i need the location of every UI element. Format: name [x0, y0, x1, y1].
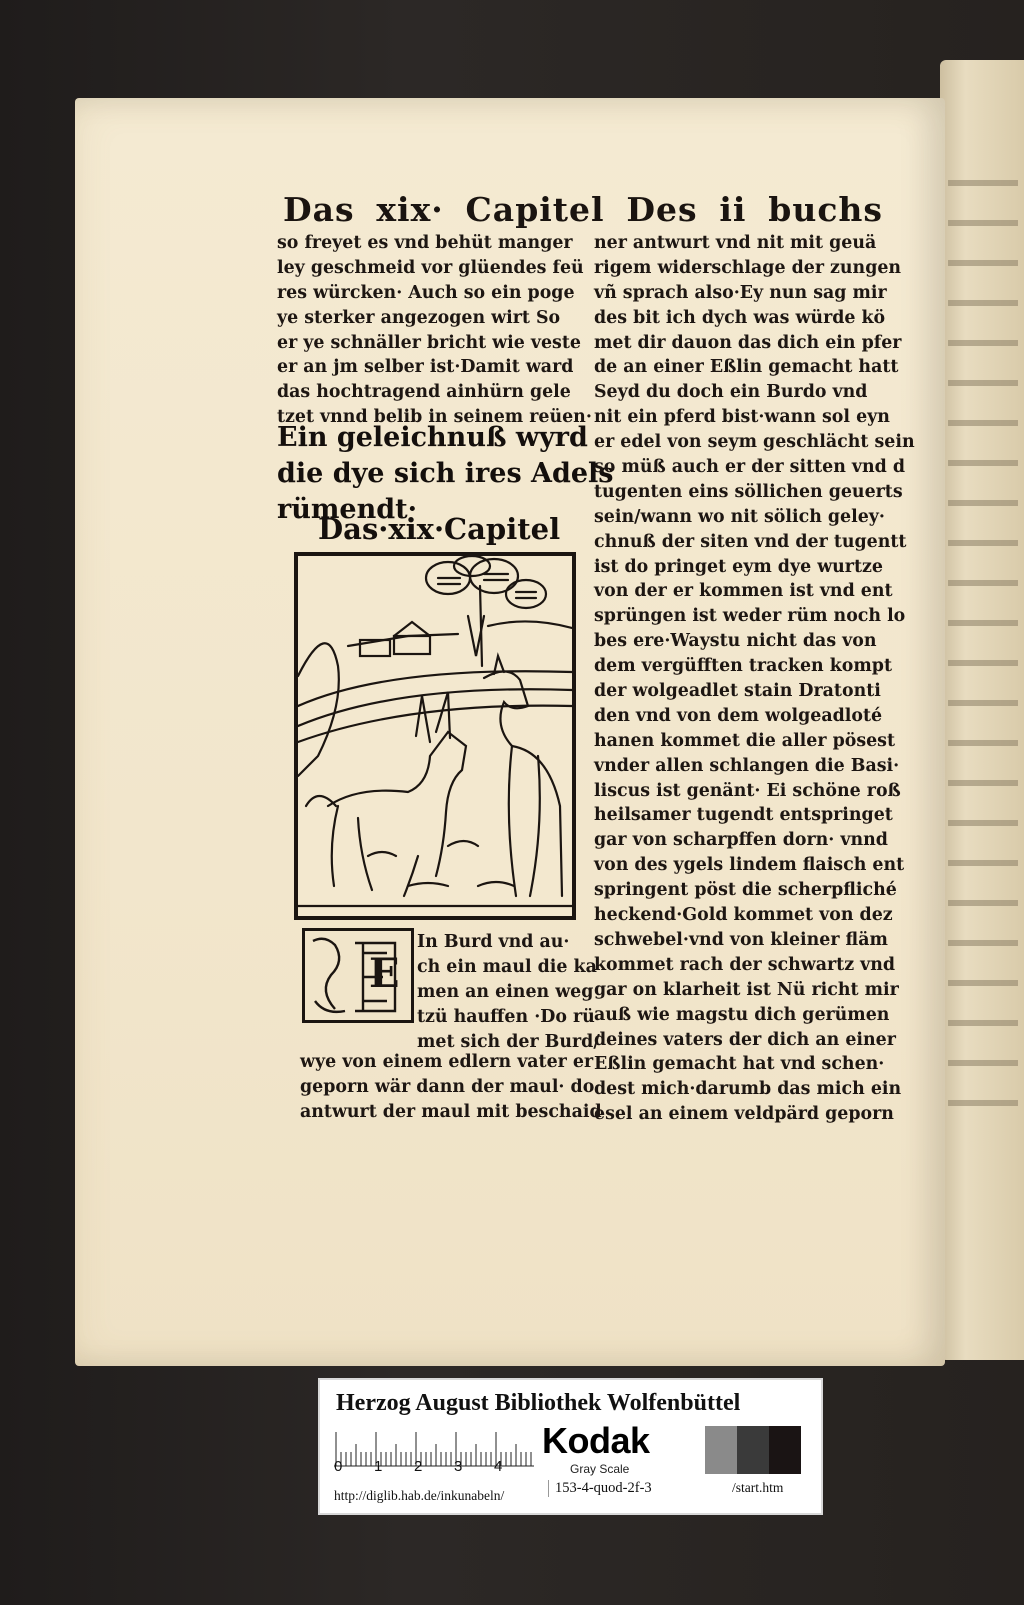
gray-swatch-dark: [737, 1426, 769, 1474]
woodcut-mule-and-horse-image: [298, 556, 572, 916]
gray-scale-label: Gray Scale: [570, 1462, 630, 1476]
text-line: tzet vnnd belib in seinem reüen·: [277, 407, 592, 428]
text-line: geporn wär dann der maul· do: [300, 1076, 595, 1097]
heading-line: rümendt·: [277, 494, 417, 525]
text-line: so müß auch er der sitten vnd d: [594, 457, 906, 478]
heading-line: die dye sich ires Adels: [277, 458, 614, 489]
woodcut-illustration: [294, 552, 576, 920]
ruler-label: 3: [454, 1458, 463, 1475]
text-line: dem vergüfften tracken kompt: [594, 656, 892, 677]
text-line: met dir dauon das dich ein pfer: [594, 332, 902, 353]
ruler-label: 4: [494, 1458, 503, 1475]
text-line: vñ sprach also·Ey nun sag mir: [594, 282, 887, 303]
decorated-initial: [302, 928, 414, 1023]
start-path: /start.htm: [732, 1480, 784, 1495]
text-line: von der er kommen ist vnd ent: [594, 581, 893, 602]
text-line: nit ein pferd bist·wann sol eyn: [594, 407, 890, 428]
text-line: met sich der Burd/: [417, 1031, 600, 1052]
text-line: hanen kommet die aller pösest: [594, 730, 896, 751]
shelfmark: 153-4-quod-2f-3: [548, 1480, 652, 1497]
text-line: deines vaters der dich an einer: [594, 1029, 896, 1050]
running-header: [283, 183, 883, 229]
text-line: heilsamer tugendt entspringet: [594, 805, 893, 826]
text-line: sein/wann wo nit sölich geley·: [594, 506, 885, 527]
text-line: er an jm selber ist·Damit ward: [277, 357, 574, 378]
text-line: gar on klarheit ist Nü richt mir: [594, 979, 899, 1000]
text-line: men an einen weg: [417, 981, 594, 1002]
ruler-label: 2: [414, 1458, 423, 1475]
ruler-label: 1: [374, 1458, 383, 1475]
right-column-text: [594, 231, 915, 1127]
gray-swatch-light: [705, 1426, 737, 1474]
heading-line: Ein geleichnuß wyrd: [277, 422, 588, 453]
text-line: tugenten eins söllichen geuerts: [594, 481, 903, 502]
collection-url: http://diglib.hab.de/inkunabeln/: [334, 1488, 505, 1503]
text-line: auß wie magstu dich gerümen: [594, 1004, 890, 1025]
text-line: de an einer Eßlin gemacht hatt: [594, 357, 899, 378]
text-line: In Burd vnd au·: [417, 932, 570, 952]
text-line: kommet rach der schwartz vnd: [594, 954, 896, 975]
text-line: bes ere·Waystu nicht das von: [594, 631, 877, 652]
text-line: ye sterker angezogen wirt So: [277, 307, 561, 328]
text-line: schwebel·vnd von kleiner fläm: [594, 929, 888, 950]
initial-letter: E: [369, 950, 400, 997]
text-line: ley geschmeid vor glüendes feü: [277, 257, 584, 278]
text-beside-initial: [417, 930, 600, 1054]
header-buchs: buchs: [768, 190, 883, 229]
ruler-labels: [334, 1458, 534, 1478]
text-line: von des ygels lindem flaisch ent: [594, 855, 905, 876]
color-target-card: [318, 1378, 823, 1515]
text-line: springent pöst die scherpfliché: [594, 880, 897, 901]
text-line: res würcken· Auch so ein poge: [277, 282, 575, 303]
text-line: chnuß der siten vnd der tugentt: [594, 531, 907, 552]
text-line: antwurt der maul mit beschaid: [300, 1101, 602, 1122]
text-line: ch ein maul die ka: [417, 956, 597, 977]
header-chapter-number: xix·: [376, 190, 444, 229]
header-pilcrow-das: Das: [283, 190, 355, 229]
chapter-subheading: Das·xix·Capitel: [318, 512, 561, 546]
text-line: tzü hauffen ·Do rü: [417, 1006, 595, 1027]
text-line: liscus ist genänt· Ei schöne roß: [594, 780, 901, 801]
text-line: sprüngen ist weder rüm noch lo: [594, 606, 906, 627]
text-line: Eßlin gemacht hat vnd schen·: [594, 1054, 885, 1075]
text-line: den vnd von dem wolgeadloté: [594, 705, 883, 726]
text-line: ner antwurt vnd nit mit geuä: [594, 233, 877, 253]
text-line: rigem widerschlage der zungen: [594, 257, 902, 278]
gray-swatches: [705, 1426, 801, 1474]
header-capitel: Capitel: [465, 190, 605, 229]
left-column-bottom-text: [300, 1050, 602, 1125]
kodak-logo: Kodak: [542, 1420, 650, 1461]
text-line: vnder allen schlangen die Basi·: [594, 755, 900, 776]
text-line: Seyd du doch ein Burdo vnd: [594, 382, 868, 403]
text-line: er edel von seym geschlächt sein: [594, 432, 915, 453]
header-des: Des: [626, 190, 698, 229]
text-line: des bit ich dych was würde kö: [594, 307, 886, 328]
text-line: so freyet es vnd behüt manger: [277, 233, 573, 253]
text-line: esel an einem veldpärd geporn: [594, 1104, 894, 1125]
text-line: er ye schnäller bricht wie veste: [277, 332, 581, 353]
adjacent-page-edge: [940, 60, 1024, 1360]
text-line: das hochtragend ainhürn gele: [277, 382, 571, 403]
text-line: wye von einem edlern vater er: [300, 1052, 594, 1072]
text-line: dest mich·darumb das mich ein: [594, 1079, 902, 1100]
text-line: heckend·Gold kommet von dez: [594, 905, 893, 926]
text-line: gar von scharpffen dorn· vnnd: [594, 830, 888, 851]
left-column-top-text: [277, 231, 592, 430]
library-name: Herzog August Bibliothek Wolfenbüttel: [336, 1390, 741, 1416]
text-line: der wolgeadlet stain Dratonti: [594, 681, 881, 702]
ruler-label: 0: [334, 1458, 343, 1475]
gray-swatch-black: [769, 1426, 801, 1474]
initial-letter-ornament: [305, 931, 411, 1020]
text-line: ist do pringet eym dye wurtze: [594, 556, 883, 577]
header-book-number: ii: [719, 190, 747, 229]
